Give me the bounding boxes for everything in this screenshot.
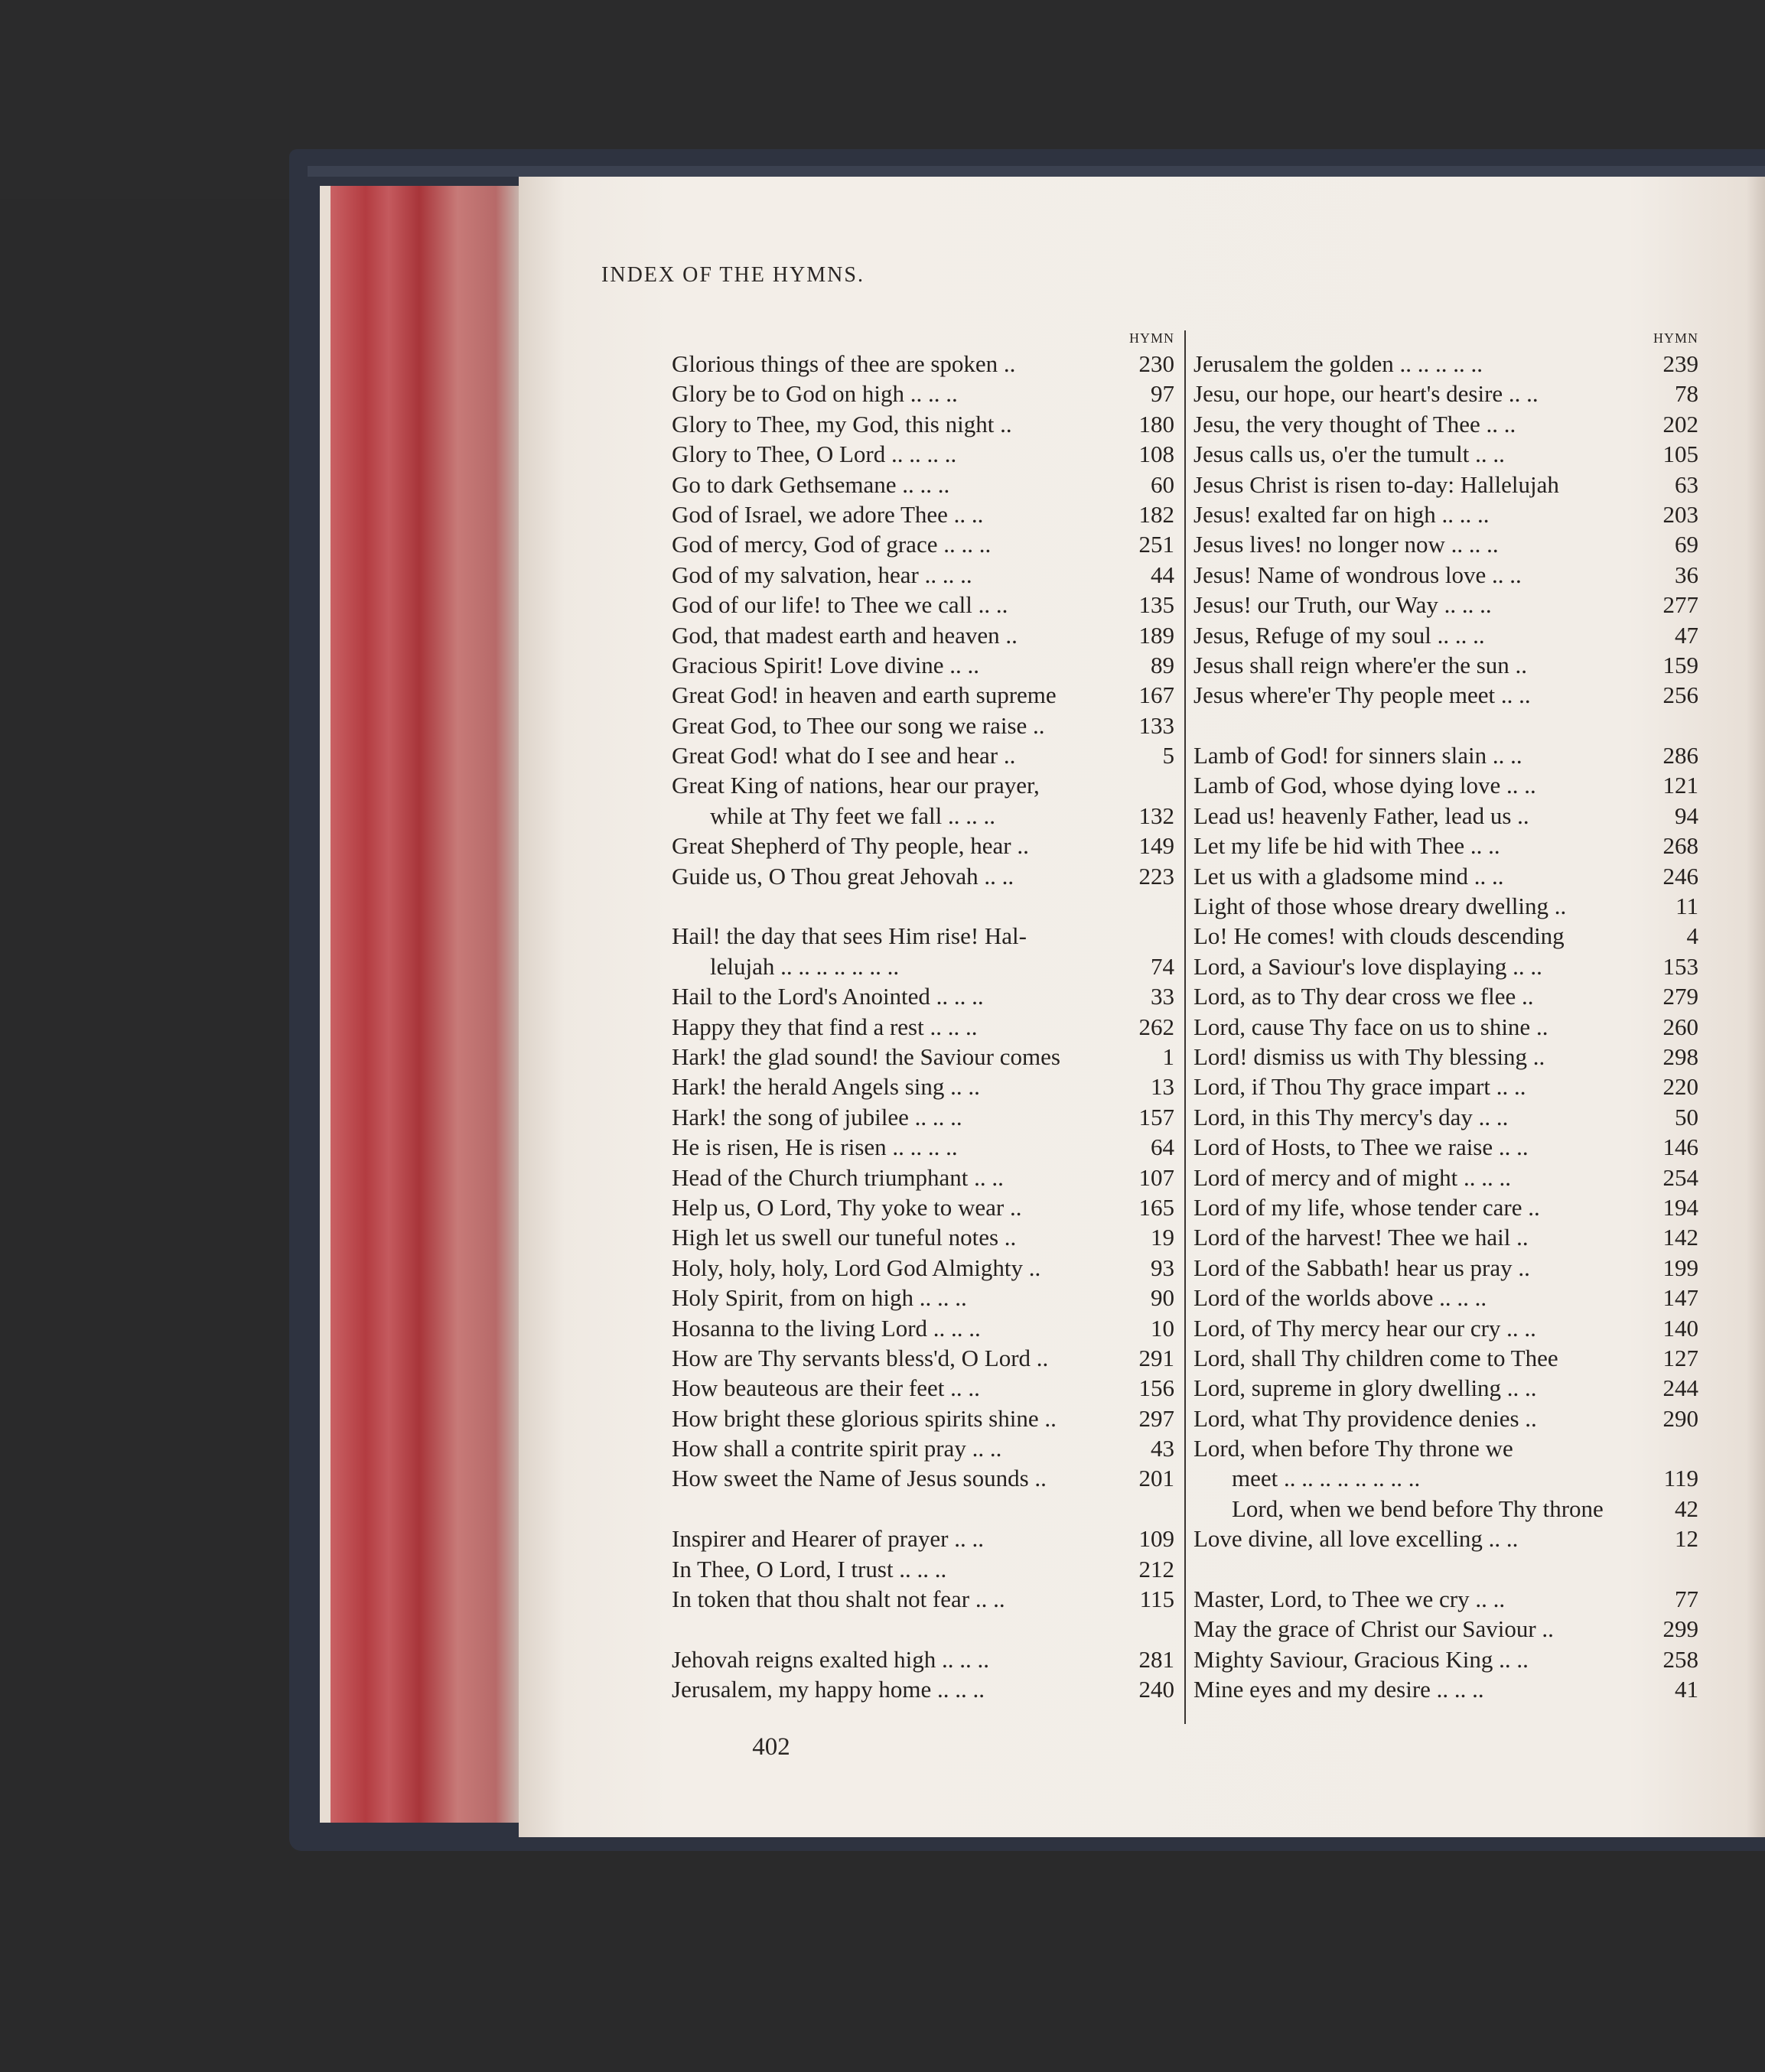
index-entry [672,1463,1174,1493]
hymn-title: Help us, O Lord, Thy yoke to wear .. [672,1193,1022,1221]
hymn-title: Great God, to Thee our song we raise .. [672,711,1045,739]
hymn-number: 180 [1138,410,1174,437]
hymn-number: 10 [1151,1314,1174,1342]
hymn-title: Lord of the harvest! Thee we hail .. [1193,1224,1529,1251]
index-entry [1193,1042,1698,1072]
hymn-title: Lord of my life, whose tender care .. [1193,1193,1540,1221]
hymn-number: 260 [1662,1013,1698,1040]
hymn-number: 63 [1675,470,1698,498]
hymn-title: meet .. .. .. .. .. .. .. .. [1232,1465,1421,1492]
hymn-title: Great King of nations, hear our prayer, [672,772,1040,799]
page-edges-red [320,186,534,1823]
index-entry [1193,470,1698,499]
index-entry [1193,560,1698,590]
hymn-number: 194 [1662,1193,1698,1221]
index-entry [1193,1524,1698,1553]
hymn-number: 159 [1662,651,1698,678]
hymn-number: 203 [1662,500,1698,528]
hymn-number: 64 [1151,1134,1174,1161]
hymn-number: 36 [1675,561,1698,588]
hymn-number: 119 [1663,1465,1698,1492]
section-gap [1193,711,1698,740]
index-entry [672,1222,1174,1252]
index-entry [672,1433,1174,1463]
index-entry [1193,1012,1698,1042]
hymn-number: 94 [1675,802,1698,829]
hymn-title: Lord, as to Thy dear cross we flee .. [1193,983,1534,1010]
hymn-number: 132 [1138,802,1174,829]
index-entry [1193,1343,1698,1373]
hymn-title: How sweet the Name of Jesus sounds .. [672,1465,1047,1492]
hymn-number: 97 [1151,380,1174,408]
hymn-number: 74 [1151,952,1174,980]
hymn-title: High let us swell our tuneful notes .. [672,1224,1017,1251]
hymn-number: 50 [1675,1103,1698,1130]
hymn-number: 167 [1138,681,1174,709]
hymn-title: Jesus lives! no longer now .. .. .. [1193,531,1499,558]
right-column-heading: HYMN [1653,330,1698,346]
hymn-title: How bright these glorious spirits shine .. [672,1404,1057,1432]
hymn-number: 262 [1138,1013,1174,1040]
hymn-title: Lord! dismiss us with Thy blessing .. [1193,1043,1545,1070]
hymn-number: 93 [1151,1254,1174,1281]
hymn-title: Hail! the day that sees Him rise! Hal- [672,922,1027,950]
hymn-number: 299 [1662,1615,1698,1643]
index-entry [672,470,1174,499]
index-entry [1193,981,1698,1011]
hymn-title: He is risen, He is risen .. .. .. .. [672,1134,958,1161]
hymn-number: 277 [1662,591,1698,619]
hymn-title: Love divine, all love excelling .. .. [1193,1525,1519,1553]
index-entry [672,590,1174,620]
index-entry [672,1253,1174,1283]
hymn-number: 90 [1151,1284,1174,1312]
hymn-title: How beauteous are their feet .. .. [672,1374,980,1402]
index-entry [672,1072,1174,1101]
index-entry [1193,1614,1698,1644]
hymn-number: 78 [1675,380,1698,408]
hymn-number: 115 [1139,1586,1174,1613]
hymn-number: 153 [1662,952,1698,980]
hymn-title: Lo! He comes! with clouds descending [1193,922,1565,950]
index-entry [672,861,1174,891]
running-head: INDEX OF THE HYMNS. [601,263,865,287]
hymn-number: 182 [1138,500,1174,528]
hymn-number: 189 [1138,621,1174,649]
index-entry [1193,499,1698,529]
index-entry [1193,951,1698,981]
index-entry [1193,379,1698,408]
hymn-title: Jesus! exalted far on high .. .. .. [1193,500,1490,528]
index-entry [672,711,1174,740]
index-entry [672,981,1174,1011]
hymn-title: How shall a contrite spirit pray .. .. [672,1435,1002,1462]
hymn-number: 230 [1138,350,1174,377]
hymn-number: 254 [1662,1163,1698,1191]
index-entry [1193,891,1698,921]
hymn-number: 286 [1662,742,1698,769]
index-entry [1193,529,1698,559]
section-gap [1193,1554,1698,1584]
index-entry [672,1042,1174,1072]
hymn-title: Jerusalem, my happy home .. .. .. [672,1676,985,1703]
hymn-number: 149 [1138,832,1174,860]
left-column [672,330,1174,1705]
hymn-number: 12 [1675,1525,1698,1553]
hymn-number: 157 [1138,1103,1174,1130]
hymn-number: 89 [1151,651,1174,678]
index-entry [672,620,1174,650]
index-entry [1193,1283,1698,1312]
hymn-number: 140 [1662,1314,1698,1342]
hymn-title: Jerusalem the golden .. .. .. .. .. [1193,350,1483,377]
hymn-title: Jehovah reigns exalted high .. .. .. [672,1645,989,1673]
index-entry [672,680,1174,710]
hymn-title: Master, Lord, to Thee we cry .. .. [1193,1586,1506,1613]
hymn-title: Great Shepherd of Thy people, hear .. [672,832,1029,860]
section-gap [672,1494,1174,1524]
hymn-title: Head of the Church triumphant .. .. [672,1163,1004,1191]
hymn-number: 258 [1662,1645,1698,1673]
hymn-title: Lamb of God, whose dying love .. .. [1193,772,1536,799]
index-entry [672,439,1174,469]
hymn-title: Holy Spirit, from on high .. .. .. [672,1284,967,1312]
index-entry [1193,439,1698,469]
hymn-title: Inspirer and Hearer of prayer .. .. [672,1525,984,1553]
index-entry [1193,1644,1698,1674]
hymn-title: Let my life be hid with Thee .. .. [1193,832,1500,860]
hymn-number: 240 [1138,1676,1174,1703]
hymn-title: God, that madest earth and heaven .. [672,621,1018,649]
index-entry [672,560,1174,590]
hymn-number: 1 [1162,1043,1174,1070]
hymn-number: 251 [1138,531,1174,558]
index-entry [672,650,1174,680]
hymn-title: Jesus! Name of wondrous love .. .. [1193,561,1522,588]
column-divider [1184,330,1186,1724]
hymn-number: 60 [1151,470,1174,498]
hymn-title: God of our life! to Thee we call .. .. [672,591,1008,619]
hymn-title: Jesus! our Truth, our Way .. .. .. [1193,591,1492,619]
hymn-number: 298 [1662,1043,1698,1070]
left-column-heading: HYMN [1128,330,1174,346]
index-entry [672,1524,1174,1553]
index-entry [1193,740,1698,770]
hymn-number: 108 [1138,441,1174,468]
index-entry [1193,1072,1698,1101]
hymn-number: 121 [1662,772,1698,799]
hymn-title: May the grace of Christ our Saviour .. [1193,1615,1554,1643]
index-entry [672,1012,1174,1042]
hymn-number: 77 [1675,1586,1698,1613]
hymn-title: Lord, a Saviour's love displaying .. .. [1193,952,1542,980]
index-entry [672,801,1174,831]
hymn-title: Go to dark Gethsemane .. .. .. [672,470,950,498]
hymn-title: Lord, supreme in glory dwelling .. .. [1193,1374,1537,1402]
hymn-number: 69 [1675,531,1698,558]
hymn-title: Lord, what Thy providence denies .. [1193,1404,1537,1432]
hymn-title: How are Thy servants bless'd, O Lord .. [672,1344,1049,1371]
hymn-number: 135 [1138,591,1174,619]
hymn-title: God of mercy, God of grace .. .. .. [672,531,992,558]
hymn-title: God of my salvation, hear .. .. .. [672,561,972,588]
hymn-title: Lord of mercy and of might .. .. .. [1193,1163,1511,1191]
index-entry [672,1404,1174,1433]
hymn-title: In token that thou shalt not fear .. .. [672,1586,1005,1613]
hymn-title: Jesus, Refuge of my soul .. .. .. [1193,621,1485,649]
hymn-title: Lord, in this Thy mercy's day .. .. [1193,1103,1509,1130]
hymn-number: 133 [1138,711,1174,739]
index-entry [672,1674,1174,1704]
hymn-title: Jesus calls us, o'er the tumult .. .. [1193,441,1505,468]
hymn-number: 4 [1686,922,1698,950]
index-entry [672,1132,1174,1162]
hymn-number: 127 [1662,1344,1698,1371]
hymn-number: 279 [1662,983,1698,1010]
hymn-title: Hosanna to the living Lord .. .. .. [672,1314,981,1342]
hymn-number: 19 [1151,1224,1174,1251]
index-entry [1193,620,1698,650]
index-entry [1193,1163,1698,1192]
gutter-shade [1747,177,1765,1837]
hymn-title: Glory to Thee, my God, this night .. [672,410,1012,437]
hymn-title: Hark! the herald Angels sing .. .. [672,1073,980,1101]
hymn-title: Happy they that find a rest .. .. .. [672,1013,978,1040]
hymn-number: 291 [1138,1344,1174,1371]
hymn-number: 105 [1662,441,1698,468]
index-entry [672,1163,1174,1192]
hymn-title: Great God! in heaven and earth supreme [672,681,1057,709]
index-entry [1193,1313,1698,1343]
index-entry [1193,1132,1698,1162]
hymn-number: 165 [1138,1193,1174,1221]
hymn-title: Lord, when before Thy throne we [1193,1435,1513,1462]
index-entry [672,1554,1174,1584]
cover-top-edge [308,166,1765,177]
hymn-title: God of Israel, we adore Thee .. .. [672,500,984,528]
hymn-title: Hail to the Lord's Anointed .. .. .. [672,983,984,1010]
index-entry [1193,1463,1698,1493]
hymn-title: Lord, when we bend before Thy throne [1232,1495,1604,1522]
page-number: 402 [752,1733,790,1761]
hymn-title: Holy, holy, holy, Lord God Almighty .. [672,1254,1041,1281]
hymn-title: Jesu, the very thought of Thee .. .. [1193,410,1516,437]
index-entry [672,831,1174,860]
index-entry [1193,650,1698,680]
hymn-number: 43 [1151,1435,1174,1462]
hymn-title: In Thee, O Lord, I trust .. .. .. [672,1555,947,1582]
index-entry [672,499,1174,529]
right-entries [1193,349,1698,1705]
hymn-number: 244 [1662,1374,1698,1402]
hymn-number: 147 [1662,1284,1698,1312]
hymn-title: Lord, if Thou Thy grace impart .. .. [1193,1073,1526,1101]
hymn-title: Jesus where'er Thy people meet .. .. [1193,681,1531,709]
index-entry [672,349,1174,379]
index-entry [672,529,1174,559]
hymn-title: Lead us! heavenly Father, lead us .. [1193,802,1529,829]
index-entry [672,1373,1174,1403]
hymn-number: 239 [1662,350,1698,377]
index-entry [1193,349,1698,379]
hymn-title: while at Thy feet we fall .. .. .. [710,802,996,829]
hymn-title: Hark! the glad sound! the Saviour comes [672,1043,1060,1070]
hymn-title: Great God! what do I see and hear .. [672,742,1016,769]
hymn-number: 156 [1138,1374,1174,1402]
index-entry [672,951,1174,981]
hymn-title: Jesu, our hope, our heart's desire .. .. [1193,380,1539,408]
index-entry [1193,1584,1698,1614]
hymn-number: 202 [1662,410,1698,437]
index-entry [1193,1253,1698,1283]
hymn-title: Lord of Hosts, to Thee we raise .. .. [1193,1134,1529,1161]
index-entry [672,770,1174,800]
hymn-number: 256 [1662,681,1698,709]
hymn-number: 107 [1138,1163,1174,1191]
hymn-number: 11 [1675,893,1698,920]
index-entry [672,1313,1174,1343]
hymn-number: 142 [1662,1224,1698,1251]
index-entry [672,1584,1174,1614]
hymn-title: Lord of the worlds above .. .. .. [1193,1284,1487,1312]
left-entries [672,349,1174,1705]
index-entry [1193,1433,1698,1463]
hymn-number: 223 [1138,862,1174,890]
hymn-number: 212 [1138,1555,1174,1582]
hymn-number: 13 [1151,1073,1174,1101]
index-entry [672,409,1174,439]
index-entry [672,740,1174,770]
index-entry [672,379,1174,408]
index-entry [672,921,1174,951]
hymn-title: Guide us, O Thou great Jehovah .. .. [672,862,1014,890]
hymn-number: 47 [1675,621,1698,649]
hymn-number: 201 [1138,1465,1174,1492]
index-entry [672,1102,1174,1132]
hymn-title: Lamb of God! for sinners slain .. .. [1193,742,1522,769]
index-entry [1193,409,1698,439]
index-entry [1193,801,1698,831]
index-entry [1193,831,1698,860]
hymn-title: lelujah .. .. .. .. .. .. .. [710,952,900,980]
index-entry [1193,770,1698,800]
right-column [1193,330,1698,1705]
index-entry [672,1343,1174,1373]
hymn-number: 44 [1151,561,1174,588]
hymn-title: Lord, shall Thy children come to Thee [1193,1344,1558,1371]
section-gap [672,1614,1174,1644]
hymn-title: Let us with a gladsome mind .. .. [1193,862,1504,890]
hymn-title: Glorious things of thee are spoken .. [672,350,1016,377]
index-entry [672,1192,1174,1222]
hymn-title: Light of those whose dreary dwelling .. [1193,893,1567,920]
hymn-number: 268 [1662,832,1698,860]
hymn-title: Gracious Spirit! Love divine .. .. [672,651,980,678]
hymn-number: 290 [1662,1404,1698,1432]
index-entry [1193,1494,1698,1524]
hymn-title: Hark! the song of jubilee .. .. .. [672,1103,962,1130]
hymn-number: 281 [1138,1645,1174,1673]
index-entry [1193,1674,1698,1704]
hymn-title: Glory be to God on high .. .. .. [672,380,958,408]
hymn-title: Mighty Saviour, Gracious King .. .. [1193,1645,1529,1673]
index-entry [1193,1373,1698,1403]
hymn-title: Lord, of Thy mercy hear our cry .. .. [1193,1314,1536,1342]
hymn-title: Jesus Christ is risen to-day: Hallelujah [1193,470,1559,498]
hymn-number: 199 [1662,1254,1698,1281]
hymn-number: 42 [1675,1495,1698,1522]
index-entry [1193,590,1698,620]
section-gap [672,891,1174,921]
hymn-number: 33 [1151,983,1174,1010]
index-entry [1193,921,1698,951]
hymn-title: Lord, cause Thy face on us to shine .. [1193,1013,1548,1040]
hymn-number: 297 [1138,1404,1174,1432]
index-entry [1193,1102,1698,1132]
index-entry [1193,1222,1698,1252]
index-entry [672,1644,1174,1674]
index-entry [1193,680,1698,710]
hymn-number: 246 [1662,862,1698,890]
hymn-title: Mine eyes and my desire .. .. .. [1193,1676,1484,1703]
hymn-number: 109 [1138,1525,1174,1553]
hymn-title: Jesus shall reign where'er the sun .. [1193,651,1528,678]
hymn-number: 220 [1662,1073,1698,1101]
hymn-number: 41 [1675,1676,1698,1703]
hymn-title: Lord of the Sabbath! hear us pray .. [1193,1254,1530,1281]
index-entry [1193,1404,1698,1433]
index-entry [1193,1192,1698,1222]
index-entry [672,1283,1174,1312]
hymn-number: 5 [1162,742,1174,769]
hymn-title: Glory to Thee, O Lord .. .. .. .. [672,441,957,468]
index-entry [1193,861,1698,891]
hymn-number: 146 [1662,1134,1698,1161]
